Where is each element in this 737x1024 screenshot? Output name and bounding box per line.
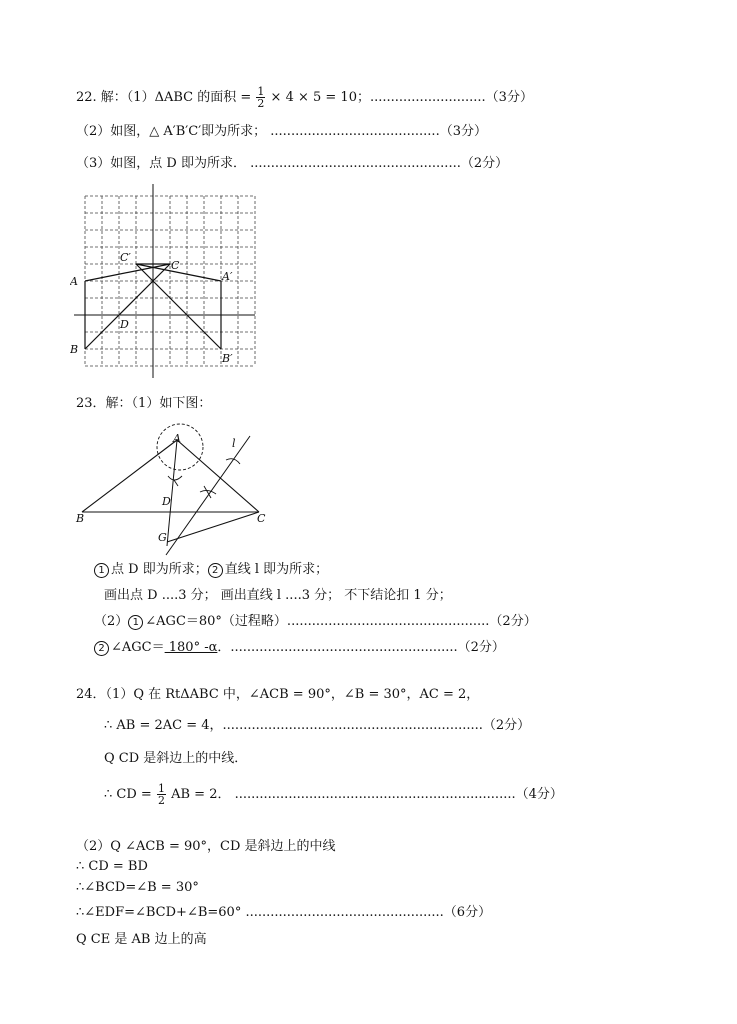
q23-line1: 23．解：（1）如下图： xyxy=(76,396,212,411)
triangle-abc xyxy=(85,264,170,349)
q24-line3: Q CD 是斜边上的中线． xyxy=(104,751,248,766)
label-d: D xyxy=(120,318,129,331)
line-ag xyxy=(167,440,177,546)
q23-line2-b: 直线 l 即为所求； xyxy=(224,562,329,577)
q24-line4-pre: ∴ CD = xyxy=(104,787,152,802)
q23-line4-post: ∠AGC＝80°（过程略）.................................................（2分） xyxy=(145,614,537,629)
q22-line1 xyxy=(76,86,533,109)
circled-2: 2 xyxy=(208,563,223,578)
label-g-23: G xyxy=(158,531,167,544)
q23-line3: 画出点 D ....3 分； 画出直线 l ....3 分； 不下结论扣 1 分； xyxy=(104,588,452,603)
line-gc xyxy=(167,512,259,542)
q24-line8: ∴∠EDF=∠BCD+∠B=60° ................................................（6分） xyxy=(76,905,492,920)
q23-construction-figure xyxy=(70,418,280,558)
label-d-23: D xyxy=(162,495,171,508)
q24-line7: ∴∠BCD=∠B = 30° xyxy=(76,880,199,895)
q22-frac-den: 2 xyxy=(257,97,265,110)
q23-line4 xyxy=(94,613,537,631)
q23-line5-post: ．.......................................................（2分） xyxy=(217,640,505,655)
label-c1: C′ xyxy=(120,251,131,264)
arc-marks xyxy=(168,459,240,498)
q22-fraction xyxy=(256,86,265,109)
circled-1b: 1 xyxy=(128,615,143,630)
q24-line9: Q CE 是 AB 边上的高 xyxy=(76,932,207,947)
q23-line4-pre: （2） xyxy=(94,614,129,629)
line-l xyxy=(166,436,250,555)
q23-line5-pre: ∠AGC＝ xyxy=(111,640,165,655)
label-c-23: C xyxy=(257,512,266,525)
q24-line6: ∴ CD = BD xyxy=(76,859,148,874)
q24-line5: （2）Q ∠ACB = 90°，CD 是斜边上的中线 xyxy=(76,839,336,854)
label-a: A xyxy=(70,275,78,288)
q23-line2 xyxy=(94,561,328,579)
label-c: C xyxy=(171,259,180,272)
q24-line4-post: AB = 2． ....................................................................（4分） xyxy=(171,787,563,802)
q23-answer: 180° -α xyxy=(164,640,218,655)
q22-line2: （2）如图，△ A′B′C′即为所求； .........................................（3分） xyxy=(76,124,487,139)
label-a-23: A xyxy=(173,432,181,445)
circled-1: 1 xyxy=(94,563,109,578)
q22-frac-num: 1 xyxy=(257,85,265,98)
q24-line2: ∴ AB = 2AC = 4，...............................................................（2分） xyxy=(104,718,531,733)
triangle-a1b1c1 xyxy=(136,264,221,349)
q23-line2-a: 点 D 即为所求； xyxy=(111,562,208,577)
q22-line1-pre: 22. 解：（1）ΔABC 的面积 = xyxy=(76,90,252,105)
q23-line5 xyxy=(94,639,505,657)
label-b-23: B xyxy=(76,512,85,525)
label-l-23: l xyxy=(232,437,236,450)
label-a1: A′ xyxy=(222,270,233,283)
label-b: B xyxy=(70,343,79,356)
q24-frac-num: 1 xyxy=(157,782,165,795)
q24-frac-den: 2 xyxy=(157,794,165,807)
circled-2b: 2 xyxy=(94,641,109,656)
q22-line3: （3）如图，点 D 即为所求． ...................................................（2分） xyxy=(76,156,509,171)
label-b1: B′ xyxy=(222,352,233,365)
q24-line1: 24．（1）Q 在 RtΔABC 中，∠ACB = 90°，∠B = 30°，AC = 2， xyxy=(76,687,480,702)
q22-line1-post: × 4 × 5 = 10；............................（3分） xyxy=(270,90,533,105)
q22-grid-figure xyxy=(70,182,265,382)
dashed-circle xyxy=(157,424,203,470)
q24-fraction xyxy=(157,783,166,806)
q24-line4 xyxy=(104,783,563,806)
